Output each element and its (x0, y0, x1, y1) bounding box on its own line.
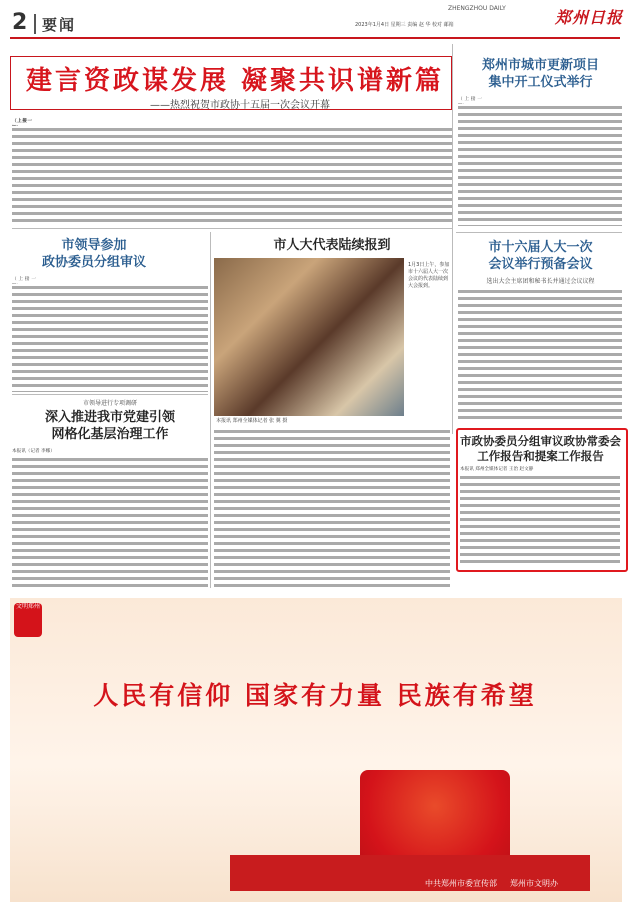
highlight-body (460, 474, 620, 564)
photo-delegates[interactable] (214, 258, 404, 416)
rule (12, 228, 452, 229)
right-top-title-1[interactable]: 郑州市城市更新项目 (481, 58, 599, 73)
right-mid-title-1[interactable]: 市十六届人大一次 (488, 240, 593, 255)
mid-left-intro: （上接一 (12, 277, 36, 282)
photo-story-title[interactable]: 市人大代表陆续报到 (273, 238, 391, 253)
masthead-logo: 郑州日报 (555, 8, 624, 27)
rule (456, 232, 622, 233)
civility-badge: 文明郑州 (14, 603, 42, 637)
masthead-en: ZHENGZHOU DAILY (448, 5, 506, 12)
header-rule (10, 37, 620, 39)
banner-credit-left: 中共郑州市委宣传部 (425, 879, 497, 888)
mid-left-body (12, 284, 208, 392)
photo-caption: 本报讯 郑州全媒体记者 张 翼 摄 (216, 418, 288, 424)
lead-body-text (12, 126, 452, 224)
special-body (12, 456, 208, 588)
special-title-1[interactable]: 深入推进我市党建引领 (44, 410, 175, 425)
right-mid-body (458, 288, 622, 420)
photo-side-caption: 1月3日上午，参加市十六届人大一次会议的代表陆续到大会报到。 (408, 262, 450, 289)
photo-story-body (214, 428, 450, 588)
page-number: 2 (12, 10, 28, 35)
banner-slogan: 人民有信仰 国家有力量 民族有希望 (93, 681, 537, 710)
highlight-byline: 本报讯 郑州全媒体记者 王治 赵文静 (460, 467, 534, 472)
mid-left-title-1[interactable]: 市领导参加 (61, 238, 127, 253)
lead-headline[interactable]: 建言资政谋发展 凝聚共识谱新篇 (25, 66, 445, 96)
special-kicker: 市领导进行专项调研 (82, 400, 137, 407)
column-rule-mid (210, 232, 211, 588)
right-top-title-2[interactable]: 集中开工仪式举行 (488, 75, 593, 90)
banner-credit-right: 郑州市文明办 (510, 879, 558, 888)
special-byline: 本报讯（记者 李娜） (12, 449, 55, 454)
mid-left-title-2[interactable]: 政协委员分组审议 (41, 255, 146, 270)
right-top-body (458, 104, 622, 226)
header-divider (34, 14, 36, 34)
right-top-intro: （上接一 (458, 97, 482, 102)
column-rule-right (452, 44, 453, 434)
date-line: 2023年1月4日 星期三 责编 赵 华 校对 邮箱 (355, 22, 454, 28)
lead-subtitle: ——热烈祝贺市政协十五届一次会议开幕 (150, 100, 330, 111)
highlight-title-2[interactable]: 工作报告和提案工作报告 (477, 449, 604, 463)
highlight-title-1[interactable]: 市政协委员分组审议政协常委会 (460, 434, 621, 448)
right-mid-title-2[interactable]: 会议举行预备会议 (488, 257, 593, 272)
lead-intro: （上接一 (12, 119, 32, 124)
special-title-2[interactable]: 网格化基层治理工作 (51, 427, 169, 442)
right-mid-sub: 选出大会主席团和秘书长并通过会议议程 (486, 278, 595, 285)
section-name: 要闻 (42, 16, 77, 34)
rule (12, 394, 208, 395)
